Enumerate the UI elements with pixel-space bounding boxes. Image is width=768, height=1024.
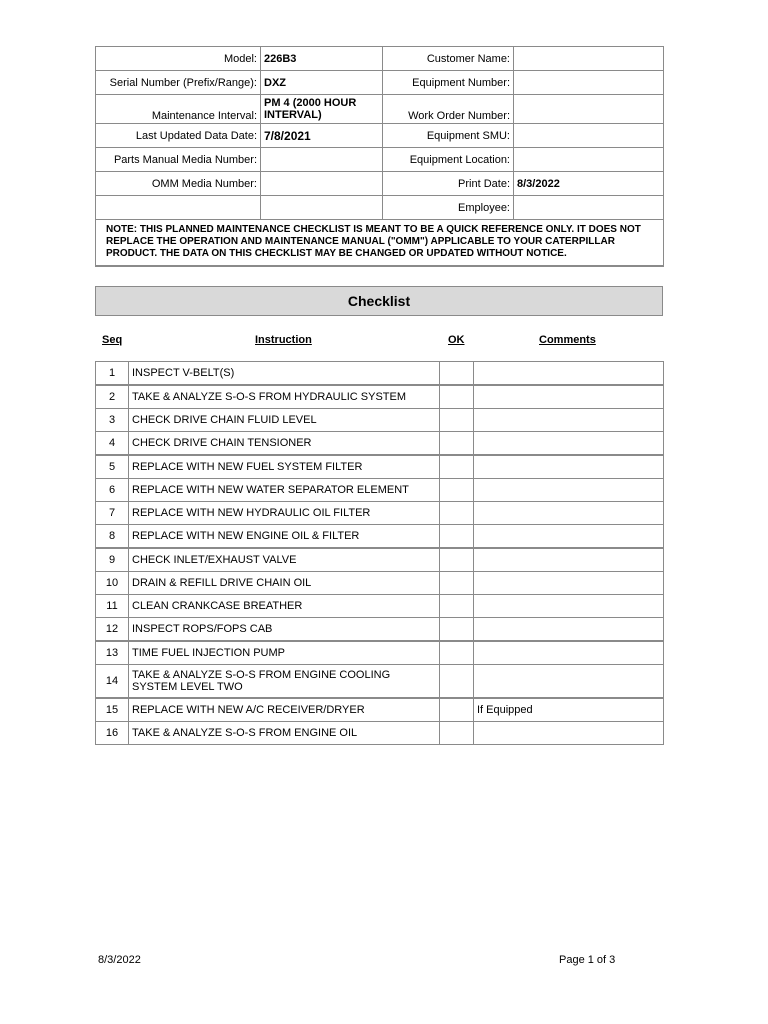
header-row-parts [96,148,664,172]
serial-number-label: Serial Number (Prefix/Range): [96,71,261,95]
checklist-comments[interactable]: If Equipped [474,698,664,722]
customer-name-label: Customer Name: [383,47,514,71]
checklist-instruction: CHECK DRIVE CHAIN TENSIONER [129,432,440,456]
checklist-seq: 4 [96,432,129,456]
equipment-location-label: Equipment Location: [383,148,514,172]
last-updated-label: Last Updated Data Date: [96,124,261,148]
checklist-ok-box[interactable] [440,595,474,618]
checklist-instruction: REPLACE WITH NEW ENGINE OIL & FILTER [129,525,440,549]
checklist-comments[interactable] [474,362,664,386]
checklist-comments[interactable] [474,641,664,665]
disclaimer-note: NOTE: THIS PLANNED MAINTENANCE CHECKLIST IS MEANT TO BE A QUICK REFERENCE ONLY. IT DOES NOT REPLACE THE OPERATION AND MAINTENANCE MANUAL ("OMM") APPLICABLE TO YOUR CATERPILLAR PRODUCT. THE DATA ON THIS CHECKLIST MAY BE CHANGED OR UPDATED WITHOUT NOTICE. [96,220,664,267]
checklist-comments[interactable] [474,618,664,642]
checklist-row [96,409,664,432]
checklist-seq: 7 [96,502,129,525]
checklist-instruction: REPLACE WITH NEW FUEL SYSTEM FILTER [129,455,440,479]
checklist-row [96,362,664,386]
checklist-table [95,361,664,745]
checklist-comments[interactable] [474,665,664,698]
checklist-instruction: REPLACE WITH NEW A/C RECEIVER/DRYER [129,698,440,722]
header-row-model [96,47,664,71]
checklist-ok-box[interactable] [440,385,474,409]
employee-field[interactable] [514,196,664,220]
checklist-instruction: DRAIN & REFILL DRIVE CHAIN OIL [129,572,440,595]
checklist-instruction: TIME FUEL INJECTION PUMP [129,641,440,665]
checklist-seq: 12 [96,618,129,642]
checklist-instruction: TAKE & ANALYZE S-O-S FROM ENGINE COOLING SYSTEM LEVEL TWO [129,665,440,698]
checklist-ok-box[interactable] [440,548,474,572]
checklist-comments[interactable] [474,572,664,595]
maintenance-interval-label: Maintenance Interval: [96,95,261,124]
checklist-seq: 2 [96,385,129,409]
checklist-instruction: CHECK DRIVE CHAIN FLUID LEVEL [129,409,440,432]
checklist-ok-box[interactable] [440,455,474,479]
checklist-seq: 16 [96,721,129,744]
parts-manual-value [261,148,383,172]
checklist-instruction: INSPECT V-BELT(S) [129,362,440,386]
header-row-note [96,220,664,267]
checklist-ok-box[interactable] [440,525,474,549]
checklist-seq: 5 [96,455,129,479]
equipment-number-field[interactable] [514,71,664,95]
checklist-seq: 14 [96,665,129,698]
checklist-row [96,641,664,665]
checklist-row [96,595,664,618]
employee-label: Employee: [383,196,514,220]
checklist-ok-box[interactable] [440,665,474,698]
checklist-ok-box[interactable] [440,479,474,502]
checklist-instruction: TAKE & ANALYZE S-O-S FROM HYDRAULIC SYSTEM [129,385,440,409]
equipment-smu-label: Equipment SMU: [383,124,514,148]
checklist-instruction: CLEAN CRANKCASE BREATHER [129,595,440,618]
checklist-ok-box[interactable] [440,618,474,642]
column-header-ok: OK [448,334,465,346]
checklist-comments[interactable] [474,455,664,479]
customer-name-field[interactable] [514,47,664,71]
empty-cell [96,196,261,220]
equipment-number-label: Equipment Number: [383,71,514,95]
checklist-ok-box[interactable] [440,698,474,722]
empty-cell [261,196,383,220]
work-order-label: Work Order Number: [383,95,514,124]
checklist-ok-box[interactable] [440,502,474,525]
checklist-instruction: CHECK INLET/EXHAUST VALVE [129,548,440,572]
checklist-row [96,432,664,456]
serial-number-value: DXZ [261,71,383,95]
checklist-instruction: TAKE & ANALYZE S-O-S FROM ENGINE OIL [129,721,440,744]
checklist-comments[interactable] [474,385,664,409]
checklist-row [96,479,664,502]
checklist-row [96,455,664,479]
equipment-info-table [95,46,664,267]
checklist-comments[interactable] [474,479,664,502]
checklist-ok-box[interactable] [440,721,474,744]
checklist-ok-box[interactable] [440,432,474,456]
header-row-employee [96,196,664,220]
checklist-comments[interactable] [474,525,664,549]
checklist-title: Checklist [95,286,663,316]
checklist-row [96,502,664,525]
header-row-serial [96,71,664,95]
checklist-ok-box[interactable] [440,362,474,386]
checklist-seq: 11 [96,595,129,618]
omm-media-value [261,172,383,196]
checklist-seq: 9 [96,548,129,572]
checklist-seq: 1 [96,362,129,386]
print-date-value: 8/3/2022 [514,172,664,196]
checklist-row [96,525,664,549]
checklist-row [96,618,664,642]
checklist-comments[interactable] [474,409,664,432]
checklist-ok-box[interactable] [440,572,474,595]
checklist-seq: 15 [96,698,129,722]
omm-media-label: OMM Media Number: [96,172,261,196]
equipment-smu-field[interactable] [514,124,664,148]
header-row-updated [96,124,664,148]
checklist-seq: 10 [96,572,129,595]
work-order-field[interactable] [514,95,664,124]
checklist-row [96,572,664,595]
header-row-interval [96,95,664,124]
checklist-row [96,721,664,744]
checklist-comments[interactable] [474,721,664,744]
header-row-omm [96,172,664,196]
checklist-row [96,665,664,698]
checklist-comments[interactable] [474,502,664,525]
footer-date: 8/3/2022 [98,954,141,966]
equipment-location-field[interactable] [514,148,664,172]
column-header-comments: Comments [539,334,596,346]
footer-page-number: Page 1 of 3 [559,954,616,966]
checklist-instruction: REPLACE WITH NEW WATER SEPARATOR ELEMENT [129,479,440,502]
checklist-instruction: INSPECT ROPS/FOPS CAB [129,618,440,642]
checklist-comments[interactable] [474,595,664,618]
column-header-seq: Seq [102,334,123,346]
last-updated-value: 7/8/2021 [261,124,383,148]
column-header-instruction: Instruction [255,334,312,346]
checklist-seq: 3 [96,409,129,432]
model-label: Model: [96,47,261,71]
maintenance-interval-value: PM 4 (2000 HOUR INTERVAL) [261,95,383,124]
checklist-comments[interactable] [474,432,664,456]
checklist-ok-box[interactable] [440,641,474,665]
checklist-seq: 13 [96,641,129,665]
print-date-label: Print Date: [383,172,514,196]
checklist-comments[interactable] [474,548,664,572]
checklist-ok-box[interactable] [440,409,474,432]
checklist-seq: 8 [96,525,129,549]
checklist-row [96,385,664,409]
checklist-row [96,548,664,572]
checklist-row [96,698,664,722]
checklist-instruction: REPLACE WITH NEW HYDRAULIC OIL FILTER [129,502,440,525]
model-value: 226B3 [261,47,383,71]
checklist-seq: 6 [96,479,129,502]
parts-manual-label: Parts Manual Media Number: [96,148,261,172]
